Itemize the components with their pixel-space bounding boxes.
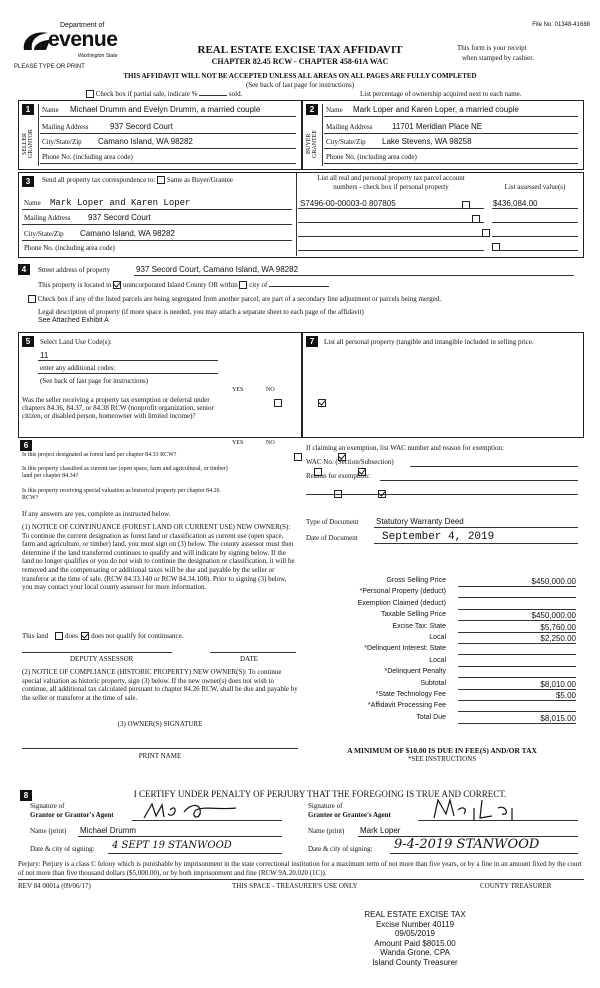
exemption-label: If claiming an exemption, list WAC number and reason for exemption: xyxy=(306,444,504,452)
doc-type-label: Type of Document xyxy=(306,518,359,526)
personal-property-label: List all personal property (tangible and intangible included in selling price. xyxy=(324,338,534,346)
tax-calculation-table xyxy=(306,577,578,725)
current-use-question: Is this property classified as current use (open space, farm and agricultural, or timber) land per chapter 84.34? xyxy=(22,466,228,479)
unincorporated-checkbox[interactable] xyxy=(113,281,121,289)
exemption-deduct[interactable] xyxy=(458,600,576,610)
state-technology-fee[interactable]: $5.00 xyxy=(458,691,576,701)
personal-property-checkbox-3[interactable] xyxy=(482,229,490,237)
calc-row: *Affidavit Processing Fee xyxy=(306,702,578,713)
s5-yes-checkbox[interactable] xyxy=(274,399,282,407)
buyer-phone-label: Phone No. (including area code) xyxy=(326,153,417,161)
buyer-city-label: City/State/Zip xyxy=(326,138,366,146)
calc-row: *Delinquent Penalty xyxy=(306,668,578,679)
section-7 xyxy=(302,332,584,438)
taxable-selling-price[interactable]: $450,000.00 xyxy=(458,611,576,621)
grantor-name-value[interactable]: Michael Drumm xyxy=(80,826,137,835)
land-use-instructions: (See back of last page for instructions) xyxy=(40,377,149,385)
personal-property-checkbox-1[interactable] xyxy=(462,201,470,209)
seller-phone-label: Phone No. (including area code) xyxy=(42,153,133,161)
grantee-sig-label-1: Signature of xyxy=(308,802,343,810)
section-4-number: 4 xyxy=(18,264,30,275)
city-of-checkbox[interactable] xyxy=(239,281,247,289)
buyer-city-value[interactable]: Lake Stevens, WA 98258 xyxy=(382,137,472,146)
does-not-qualify-checkbox[interactable] xyxy=(81,632,89,640)
partial-sale-checkbox[interactable] xyxy=(86,90,94,98)
perjury-notice: Perjury: Perjury is a class C felony which is punishable by imprisonment in the state correctional institution for a maximum term of not more than five years, or by a fine in an amount fixed by the court of not more than five thousand dollars ($5,000.00), or by both imprisonment and fine (RCW 9A.20.020 (1C)). xyxy=(18,860,582,877)
section-8-number: 8 xyxy=(20,790,32,801)
buyer-name-value[interactable]: Mark Loper and Karen Loper, a married couple xyxy=(353,105,519,114)
delinquent-interest-local[interactable] xyxy=(458,657,576,667)
doc-date-value[interactable]: September 4, 2019 xyxy=(382,531,495,543)
calc-row: Exemption Claimed (deduct) xyxy=(306,600,578,611)
grantor-date-label: Date & city of signing: xyxy=(30,845,95,853)
personal-property-checkbox-4[interactable] xyxy=(492,243,500,251)
delinquent-penalty[interactable] xyxy=(458,668,576,678)
section-3-number: 3 xyxy=(22,176,34,187)
calc-row: Total Due $8,015.00 xyxy=(416,713,576,723)
seller-name-label: Name xyxy=(42,106,59,114)
doc-type-value[interactable]: Statutory Warranty Deed xyxy=(376,517,464,526)
send-correspondence: Send all property tax correspondence to: Same as Buyer/Grantee xyxy=(42,176,233,184)
see-back-note: (See back of last page for instructions) xyxy=(245,81,355,89)
grantee-date-value[interactable]: 9-4-2019 STANWOOD xyxy=(394,837,540,852)
s5-no-header: NO xyxy=(266,387,275,393)
s5-yes-header: YES xyxy=(232,387,244,393)
treasurer-stamp: REAL ESTATE EXCISE TAX Excise Number 40119 09/05/2019 Amount Paid $8015.00 Wanda Grone, CPA Island County Treasurer xyxy=(364,910,466,967)
forest-land-question: Is this project designated as forest land per chapter 84.33 RCW? xyxy=(22,452,177,458)
grantee-signature[interactable] xyxy=(428,796,568,822)
land-use-value[interactable]: 11 xyxy=(40,351,49,360)
located-in: This property is located in unincorporated Island County OR within city of xyxy=(38,281,329,289)
deputy-date-label: DATE xyxy=(240,655,258,663)
correspondence-address-label: Mailing Address xyxy=(24,214,71,222)
compliance-notice: (2) NOTICE OF COMPLIANCE (HISTORIC PROPERTY) NEW OWNER(S): To continue special valuation as historic property, sign (3) below. If the new owner(s) does not wish to continue, all additional tax calculated pursuant to chapter 84.26 RCW, shall be due and payable by the seller or transferor at the time of sale. xyxy=(22,668,298,702)
qualify-continuance: This land does does not qualify for continuance. xyxy=(22,632,184,640)
seller-address-label: Mailing Address xyxy=(42,123,89,131)
gross-selling-price[interactable]: $450,000.00 xyxy=(458,577,576,587)
certify-statement: I CERTIFY UNDER PENALTY OF PERJURY THAT THE FOREGOING IS TRUE AND CORRECT. xyxy=(133,789,507,799)
county-treasurer-label: COUNTY TREASURER xyxy=(480,882,552,890)
total-due[interactable]: $8,015.00 xyxy=(458,714,576,724)
historic-question: Is this property receiving special valuation as historical property per chapter 84.26 RCW? xyxy=(22,488,220,501)
assessed-value-header: List assessed value(s) xyxy=(504,183,566,191)
s6-yes-header: YES xyxy=(232,440,244,446)
grantee-name-value[interactable]: Mark Loper xyxy=(360,826,401,835)
forest-yes-checkbox[interactable] xyxy=(294,453,302,461)
buyer-side-label: BUYER GRANTEE xyxy=(306,130,318,158)
print-name-label: PRINT NAME xyxy=(138,752,182,760)
legal-description-value[interactable]: See Attached Exhibit A xyxy=(38,317,109,324)
parcel-header-1: List all real and personal property tax parcel account xyxy=(317,174,465,182)
section-7-number: 7 xyxy=(306,336,318,347)
warning-text: THIS AFFIDAVIT WILL NOT BE ACCEPTED UNLESS ALL AREAS ON ALL PAGES ARE FULLY COMPLETED xyxy=(123,72,477,80)
calc-row: Local xyxy=(306,657,578,668)
grantor-name-label: Name (print) xyxy=(30,827,67,835)
correspondence-name-value[interactable]: Mark Loper and Karen Loper xyxy=(50,198,191,208)
grantee-sig-label-2: Grantee or Grantee's Agent xyxy=(308,811,391,819)
subtotal[interactable]: $8,010.00 xyxy=(458,680,576,690)
personal-property-deduct[interactable] xyxy=(458,588,576,598)
correspondence-city-value[interactable]: Camano Island, WA 98282 xyxy=(80,229,175,238)
same-as-buyer-checkbox[interactable] xyxy=(157,176,165,184)
section-5 xyxy=(18,332,302,438)
legal-description-label: Legal description of property (if more space is needed, you may attach a separate sheet to each page of the affidavit) xyxy=(38,308,364,316)
form-title: REAL ESTATE EXCISE TAX AFFIDAVIT xyxy=(197,44,403,56)
grantee-date-label: Date & city of signing: xyxy=(308,845,373,853)
calc-row: *Delinquent Interest: State xyxy=(306,645,578,656)
does-qualify-checkbox[interactable] xyxy=(55,632,63,640)
receipt-note-2: when stamped by cashier. xyxy=(462,54,534,62)
buyer-address-label: Mailing Address xyxy=(326,123,373,131)
partial-sale: Check box if partial sale, indicate % sold. xyxy=(86,90,242,98)
grantee-name-label: Name (print) xyxy=(308,827,345,835)
seller-side-label: SELLER GRANTOR xyxy=(22,129,34,159)
see-instructions-note: *SEE INSTRUCTIONS xyxy=(407,755,477,763)
minimum-due-note: A MINIMUM OF $10.00 IS DUE IN FEE(S) AND/OR TAX xyxy=(347,746,537,755)
street-address-label: Street address of property xyxy=(38,266,111,274)
wac-label: WAC No. (Section/Subsection) xyxy=(306,458,394,466)
street-address-value[interactable]: 937 Secord Court, Camano Island, WA 98282 xyxy=(136,265,299,274)
segregated-note: Check box if any of the listed parcels are being segregated from another parcel, are part of a secondary line adjustment or parcels being merged. xyxy=(28,295,441,303)
deputy-assessor-label: DEPUTY ASSESSOR xyxy=(70,655,134,663)
calc-row: Excise Tax: State $5,760.00 xyxy=(392,622,576,632)
receipt-note-1: This form is your receipt xyxy=(457,44,527,52)
continuance-notice: (1) NOTICE OF CONTINUANCE (FOREST LAND OR CURRENT USE) NEW OWNER(S): To continue the current designation as forest land or classification as current use (open space, farm and agriculture, or timber) land, you must sign on (3) below. The county assessor must then determine if the land transferred continues to qualify and will indicate by signing below. If the land no longer qualifies or you do not wish to continue the designation or classification, it will be removed and the compensating or additional taxes will be due and payable by the seller or transferor at the time of sale. (RCW 84.33.140 or RCW 84.34.108). Prior to signing (3) below, you may contact your local county assessor for more information. xyxy=(22,523,295,592)
calc-row: Local $2,250.00 xyxy=(429,633,576,643)
treasurer-use-label: THIS SPACE - TREASURER'S USE ONLY xyxy=(232,882,358,890)
correspondence-name-label: Name xyxy=(24,199,41,207)
correspondence-address-value[interactable]: 937 Secord Court xyxy=(88,213,151,222)
excise-tax-state[interactable]: $5,760.00 xyxy=(458,623,576,633)
section-1-number: 1 xyxy=(22,104,34,115)
section-2-number: 2 xyxy=(306,104,318,115)
if-yes-note: If any answers are yes, complete as instructed below. xyxy=(22,510,171,518)
calc-row: Subtotal $8,010.00 xyxy=(420,679,576,689)
form-revision: REV 84 0001a (09/06/17) xyxy=(18,882,91,890)
list-percentage: List percentage of ownership acquired next to each name. xyxy=(360,90,522,98)
file-number: File No: 01348-41688 xyxy=(532,22,590,28)
exemption-question: Was the seller receiving a property tax exemption or deferral under chapters 84.36, 84.37, or 84.38 RCW (nonprofit organization, senior citizen, or disabled person, homeowner with limited income)? xyxy=(22,396,214,420)
calc-row: Taxable Selling Price $450,000.00 xyxy=(381,611,576,621)
section-5-number: 5 xyxy=(22,336,34,347)
calc-row: *Personal Property (deduct) xyxy=(306,588,578,599)
correspondence-city-label: City/State/Zip xyxy=(24,230,64,238)
seller-city-value[interactable]: Camano Island, WA 98282 xyxy=(98,137,193,146)
buyer-address-value[interactable]: 11701 Meridian Place NE xyxy=(392,122,483,131)
correspondence-phone-label: Phone No. (including area code) xyxy=(24,244,115,252)
parcel-header-2: numbers - check box if personal property xyxy=(333,183,449,191)
parcel-number-1[interactable]: S7496-00-00003-0 807805 xyxy=(300,199,396,208)
excise-tax-local[interactable]: $2,250.00 xyxy=(458,634,576,644)
section-6-number: 6 xyxy=(20,440,32,451)
type-or-print: PLEASE TYPE OR PRINT xyxy=(14,64,85,70)
form-subtitle: CHAPTER 82.45 RCW - CHAPTER 458-61A WAC xyxy=(211,57,389,66)
additional-codes-label: enter any additional codes: xyxy=(40,364,116,372)
seller-address-value[interactable]: 937 Secord Court xyxy=(110,122,173,131)
grantor-signature[interactable] xyxy=(140,800,280,822)
reason-label: Reason for exemption: xyxy=(306,472,370,480)
calc-row: Gross Selling Price $450,000.00 xyxy=(386,577,576,586)
delinquent-interest-state[interactable] xyxy=(458,645,576,655)
dor-logo: Department of evenue Washington State xyxy=(18,22,128,64)
doc-date-label: Date of Document xyxy=(306,534,358,542)
seller-name-value[interactable]: Michael Drumm and Evelyn Drumm, a married couple xyxy=(70,105,261,114)
owner-signature-label: (3) OWNER(S) SIGNATURE xyxy=(117,720,203,728)
seller-city-label: City/State/Zip xyxy=(42,138,82,146)
buyer-name-label: Name xyxy=(326,106,343,114)
grantor-date-value[interactable]: 4 SEPT 19 STANWOOD xyxy=(112,840,232,851)
assessed-value-1[interactable]: $436,084.00 xyxy=(493,199,538,208)
personal-property-checkbox-2[interactable] xyxy=(472,215,480,223)
grantor-sig-label-1: Signature of xyxy=(30,802,65,810)
segregated-checkbox[interactable] xyxy=(28,295,36,303)
grantor-sig-label-2: Grantor or Grantor's Agent xyxy=(30,811,114,819)
calc-row: *State Technology Fee $5.00 xyxy=(375,690,576,700)
s6-no-header: NO xyxy=(266,440,275,446)
land-use-label: Select Land Use Code(s): xyxy=(40,338,112,346)
affidavit-processing-fee[interactable] xyxy=(458,702,576,712)
